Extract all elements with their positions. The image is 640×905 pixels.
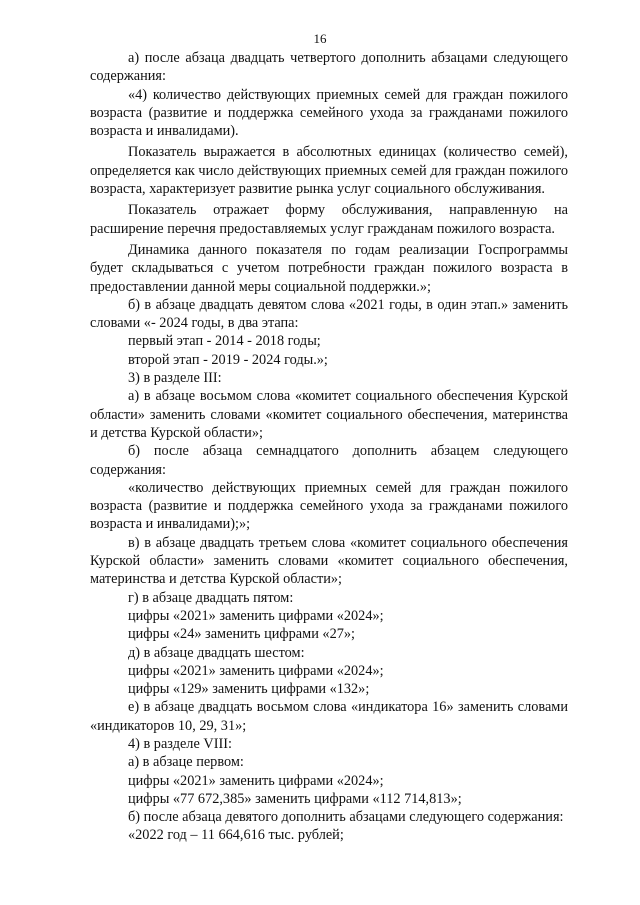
paragraph: «2022 год – 11 664,616 тыс. рублей; — [128, 827, 344, 844]
page-number: 16 — [313, 31, 327, 46]
paragraph: в) в абзаце двадцать третьем слова «комитет социального обеспечения Курской области» заменить словами «комитет социального обеспечения, материнства и детства Курской области»; — [90, 534, 568, 588]
paragraph: е) в абзаце двадцать восьмом слова «индикатора 16» заменить словами «индикаторов 10, 29, 31»; — [90, 699, 568, 734]
paragraph: Показатель отражает форму обслуживания, направленную на расширение перечня предоставляемых услуг гражданам пожилого возраста. — [90, 202, 568, 237]
paragraph: б) после абзаца девятого дополнить абзацами следующего содержания: — [128, 809, 564, 826]
paragraph: а) в абзаце восьмом слова «комитет социального обеспечения Курской области» заменить словами «комитет социального обеспечения, материнства и детства Курской области»; — [90, 388, 568, 441]
paragraph: б) в абзаце двадцать девятом слова «2021 годы, в один этап.» заменить словами «- 2024 годы, в два этапа: — [90, 296, 568, 332]
paragraph: цифры «129» заменить цифрами «132»; — [128, 681, 370, 698]
paragraph: г) в абзаце двадцать пятом: — [128, 589, 294, 606]
paragraph: первый этап - 2014 - 2018 годы; — [128, 333, 321, 350]
paragraph: «4) количество действующих приемных семей для граждан пожилого возраста (развитие и поддержка семейного ухода за гражданами пожилого возраста и инвалидами). — [90, 86, 568, 140]
paragraph: «количество действующих приемных семей для граждан пожилого возраста (развитие и поддержка семейного ухода за гражданами пожилого возраста и инвалидами);»; — [90, 479, 568, 533]
paragraph: 3) в разделе III: — [128, 370, 222, 387]
paragraph: д) в абзаце двадцать шестом: — [128, 644, 305, 661]
paragraph: а) после абзаца двадцать четвертого дополнить абзацами следующего содержания: — [90, 50, 568, 85]
paragraph: цифры «24» заменить цифрами «27»; — [128, 626, 355, 643]
document-body — [90, 49, 568, 845]
paragraph: Динамика данного показателя по годам реализации Госпрограммы будет складываться с учетом потребности граждан пожилого возраста в предоставлении данной меры социальной поддержки.»; — [90, 241, 568, 295]
paragraph: цифры «77 672,385» заменить цифрами «112 714,813»; — [128, 790, 462, 807]
paragraph: второй этап - 2019 - 2024 годы.»; — [128, 351, 328, 368]
paragraph: б) после абзаца семнадцатого дополнить абзацем следующего содержания: — [90, 443, 568, 478]
paragraph: цифры «2021» заменить цифрами «2024»; — [128, 607, 384, 624]
paragraph: Показатель выражается в абсолютных единицах (количество семей), определяется как число действующих приемных семей для граждан пожилого возраста, характеризует развитие рынка услуг социального обслуживания. — [90, 144, 568, 198]
paragraph: цифры «2021» заменить цифрами «2024»; — [128, 662, 384, 679]
paragraph: а) в абзаце первом: — [128, 754, 244, 771]
paragraph: цифры «2021» заменить цифрами «2024»; — [128, 772, 384, 789]
paragraph: 4) в разделе VIII: — [128, 735, 232, 752]
